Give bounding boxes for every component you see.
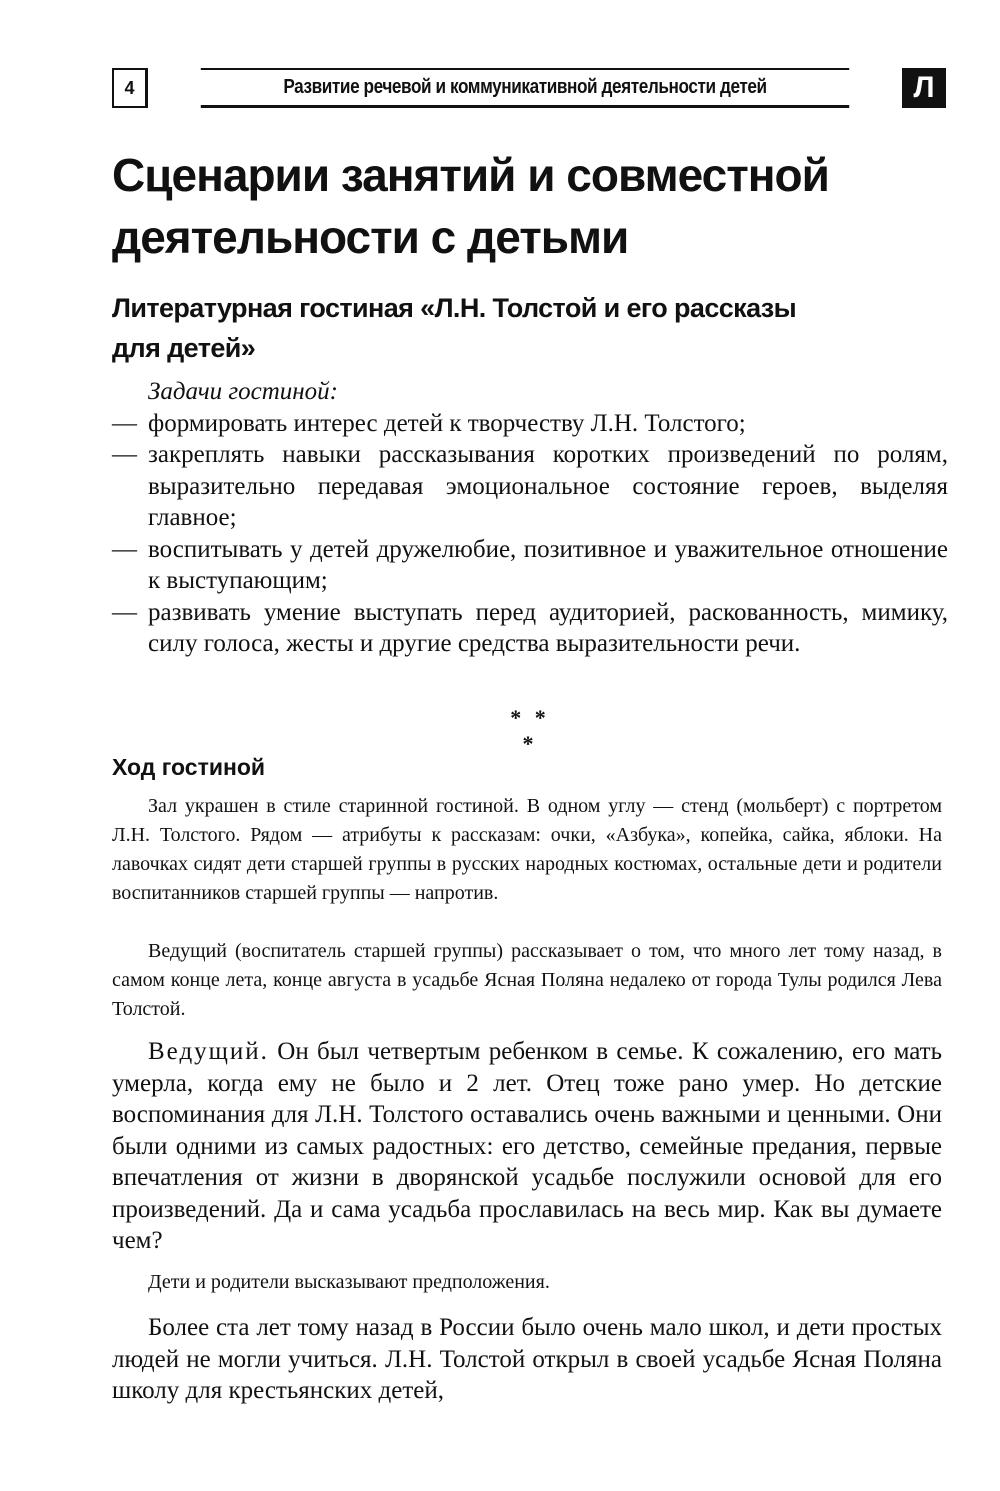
publisher-logo: Л — [902, 68, 946, 108]
dash-marker: — — [112, 598, 137, 626]
page-number: 4 — [112, 68, 148, 108]
paragraph-stage-note: Дети и родители высказывают предположения. — [148, 1271, 550, 1293]
dash-marker: — — [112, 535, 137, 563]
page-header — [112, 68, 946, 108]
chapter-title-line2: деятельности с детьми — [112, 211, 629, 263]
chapter-title — [112, 144, 952, 268]
tasks-list — [112, 408, 948, 660]
list-item — [112, 597, 948, 660]
paragraph-host-intro: Ведущий (воспитатель старшей группы) рассказывает о том, что много лет тому назад, в самом конце лета, конце августа в усадьбе Ясная Поляна недалеко от города Тулы родился Лева Толстой. — [112, 940, 942, 1020]
section-separator: * * * — [510, 705, 550, 756]
list-item — [112, 439, 948, 534]
dash-marker: — — [112, 441, 137, 468]
subheading-progress: Ход гостиной — [112, 754, 266, 780]
list-item — [112, 408, 948, 440]
running-title: Развитие речевой и коммуникативной деятельности детей — [201, 68, 849, 108]
tasks-heading: Задачи гостиной: — [148, 378, 339, 405]
task-text: закреплять навыки рассказывания коротких произведений по ролям, выразительно передавая эмоциональное состояние героев, выделяя главное; — [148, 441, 948, 531]
dash-marker: — — [112, 409, 137, 437]
chapter-title-line1: Сценарии занятий и совместной — [112, 149, 829, 201]
paragraph-hall-description: Зал украшен в стиле старинной гостиной. В одном углу — стенд (мольберт) с портретом Л.Н. Толстого. Рядом — атрибуты к рассказам: очки, «Азбука», копейка, сайка, яблоки. На лавочках сидят дети старшей группы в русских народных костюмах, остальные дети и родители воспитанников старшей группы — напротив. — [112, 795, 942, 904]
speech-text: Он был четвертым ребенком в семье. К сожалению, его мать умерла, когда ему не было и 2 лет. Отец тоже рано умер. Но детские воспоминания для Л.Н. Толстого оставались очень важными и ценными. Они были одними из самых радостных: его детство, семейные предания, первые впечатления от жизни в дворянской усадьбе послужили основой для его произведений. Да и сама усадьба прославилась на весь мир. Как вы думаете чем? — [112, 1038, 942, 1254]
section-title-line2: для детей» — [112, 333, 256, 363]
section-title — [112, 288, 952, 368]
task-text: воспитывать у детей дружелюбие, позитивное и уважительное отношение к выступающим; — [148, 535, 948, 594]
paragraph-host-speech — [112, 1036, 942, 1257]
speaker-name: Ведущий. — [148, 1038, 269, 1065]
task-text: формировать интерес детей к творчеству Л.Н. Толстого; — [148, 409, 746, 437]
paragraph-school-history: Более ста лет тому назад в России было очень мало школ, и дети простых людей не могли учиться. Л.Н. Толстой открыл в своей усадьбе Ясная Поляна школу для крестьянских детей, — [112, 1314, 942, 1404]
tasks-block — [112, 376, 948, 660]
list-item — [112, 534, 948, 597]
section-title-line1: Литературная гостиная «Л.Н. Толстой и его рассказы — [112, 293, 797, 323]
task-text: развивать умение выступать перед аудиторией, раскованность, мимику, силу голоса, жесты и другие средства выразительности речи. — [148, 598, 948, 657]
